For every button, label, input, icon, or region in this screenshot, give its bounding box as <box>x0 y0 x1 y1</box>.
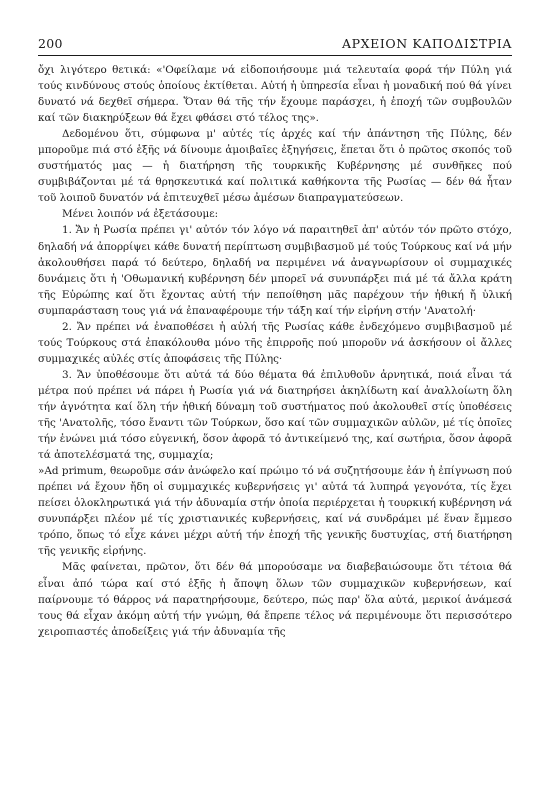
numbered-paragraph-3: 3. Ἄν ὑποθέσουμε ὅτι αὐτά τά δύο θέματα θά ἐπιλυθοῦν ἀρνητικά, ποιά εἶναι τά μέτρα πού πρέπει νά πάρει ἡ Ρωσία γιά νά διατηρήσει ἀκηλίδωτη καί ἀναλλοίωτη ὅλη τήν ἀγνότητα καί ὅλη τήν ἠθική δύναμη τοῦ συστήματος πού ἀκολουθεῖ στίς ὑποθέσεις τῆς 'Ανατολῆς, τόσο ἔναντι τῶν Τούρκων, ὅσο καί τῶν συμμαχικῶν αὐλῶν, μέ τίς ὁποῖες τήν ἑνώνει μιά τόσο εὐγενική, ὅσον ἀφορᾶ τό ἀντικείμενό της, καί σωτήρια, ὅσον ἀφορᾶ τά ἀποτελέσματά της, συμμαχία; <box>38 368 512 462</box>
running-title: ΑΡΧΕΙΟΝ ΚΑΠΟΔΙΣΤΡΙΑ <box>342 36 512 51</box>
paragraph: Μένει λοιπόν νά ἐξετάσουμε: <box>62 208 219 221</box>
numbered-paragraph-2: 2. Ἄν πρέπει νά ἐναποθέσει ἡ αὐλή τῆς Ρωσίας κάθε ἐνδεχόμενο συμβιβασμοῦ μέ τούς Τούρκους στά ἐπακόλουθα μόνο τῆς ἐπιρροῆς πού μποροῦν νά ἀσκήσουν οἱ ἄλλες συμμαχικές αὐλές στίς ἀποφάσεις τῆς Πύλης· <box>38 320 512 365</box>
header-rule <box>38 55 512 56</box>
paragraph-continuation: ὄχι λιγότερο θετικά: «'Οφείλαμε νά εἰδοποιήσουμε μιά τελευταία φορά τήν Πύλη γιά τούς κινδύνους στούς ὁποίους ἐκτίθεται. Αὐτή ἡ ὑπηρεσία εἶναι ἡ μοναδική πού θά γίνει δυνατό νά δεχθεῖ σήμερα. Ὅταν θά τῆς τήν ἔχουμε παράσχει, ἡ ἐποχή τῶν συμβουλῶν καί τῶν διακηρύξεων θά ἔχει φθάσει στό τέλος της». <box>38 64 512 125</box>
running-head <box>38 36 512 54</box>
paragraph: Μᾶς φαίνεται, πρῶτον, ὅτι δέν θά μπορούσαμε να διαβεβαιώσουμε ὅτι τέτοια θά εἶναι ἀπό τώρα καί στό ἑξῆς ἡ ἄποψη ὅλων τῶν συμμαχικῶν κυβερνήσεων, καί παίρνουμε τό θάρρος νά παρατηρήσουμε, δεύτερο, πώς παρ' ὅλα αὐτά, μερικοί ἀνάμεσά τους θά εἶχαν ἀκόμη αὐτή τήν γνώμη, θά ἔπρεπε τέλος νά περιμένουμε ὅτι περισσότερο χειροπιαστές ἀποδείξεις γιά τήν ἀδυναμία τῆς <box>38 561 512 638</box>
page-number: 200 <box>38 36 63 51</box>
numbered-paragraph-1: 1. Ἄν ἡ Ρωσία πρέπει γι' αὐτόν τόν λόγο νά παραιτηθεῖ ἀπ' αὐτόν τόν πρῶτο στόχο, δηλαδή νά ἀπορρίψει κάθε δυνατή περίπτωση συμβιβασμοῦ μέ τούς Τούρκους καί νά μήν ἀκολουθήσει παρά τό δεύτερο, δηλαδή να περιμένει νά ἀναγνωρίσουν οἱ συμμαχικές δυνάμεις ὅτι ἡ 'Οθωμανική κυβέρνηση δέν μπορεῖ νά συνυπάρξει πιά μέ τά ἄλλα κράτη τῆς Εὐρώπης καί ὅτι ἔχοντας αὐτή τήν πεποίθηση μᾶς παρέχουν τήν ἠθική ἤ ὑλική συμπαράσταση τους γιά νά ἐπαναφέρουμε τήν τάξη καί τήν εἰρήνη στήν 'Ανατολή· <box>38 224 512 317</box>
body-text <box>38 62 512 640</box>
paragraph: Δεδομένου ὅτι, σύμφωνα μ' αὐτές τίς ἀρχές καί τήν ἀπάντηση τῆς Πύλης, δέν μποροῦμε πιά στό ἑξῆς νά δίνουμε ἀμοιβαῖες ἐξηγήσεις, ἕπεται ὅτι ὁ πρῶτος σκοπός τοῦ συστήματός μας — ἡ διατήρηση τῆς τουρκικῆς Κυβέρνησης μέ συνθῆκες πού συμβιβάζονται μέ τά θρησκευτικά καί πολιτικά καθήκοντα τῆς Ρωσίας — δέν θά ἦταν τοῦ λοιποῦ δυνατόν νά ἐπιτευχθεῖ μέσω ἀμέσων διαπραγματεύσεων. <box>38 128 512 205</box>
paragraph: »Ad primum, θεωροῦμε σάν ἀνώφελο καί πρώιμο τό νά συζητήσουμε ἐάν ἡ ἐπίγνωση πού πρέπει νά ἔχουν ἤδη οἱ συμμαχικές κυβερνήσεις γι' αὐτά τά λυπηρά γεγονότα, τίς ἔχει πείσει ὁλοκληρωτικά γιά τήν ἀδυναμία στήν ὁποία περιέρχεται ἡ τουρκική κυβέρνηση νά συνυπάρξει πλέον μέ τίς χριστιανικές κυβερνήσεις, καί νά συνδράμει μέ ἕναν ἔμμεσο τρόπο, ὅπως τό εἶχε κάνει μέχρι αὐτή τήν ἐποχή τῆς γενικῆς δυστυχίας, στή διατήρηση τῆς γενικῆς εἰρήνης. <box>38 465 512 558</box>
